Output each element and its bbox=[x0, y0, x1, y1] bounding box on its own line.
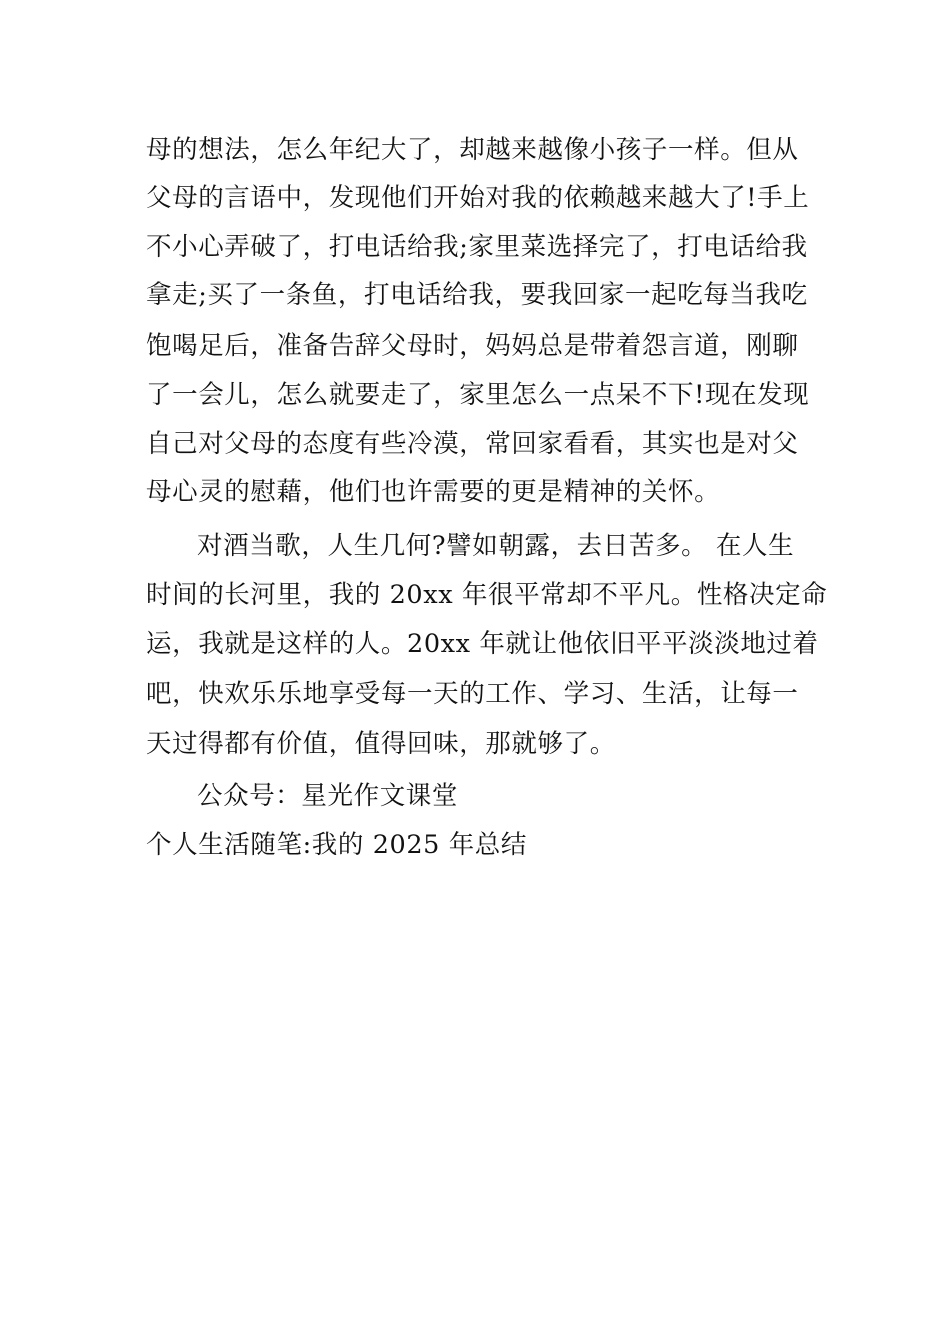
text-line: 母的想法，怎么年纪大了，却越来越像小孩子一样。但从 bbox=[146, 135, 799, 165]
text-line: 不小心弄破了，打电话给我;家里菜选择完了，打电话给我 bbox=[146, 232, 808, 262]
text-line: 对酒当歌，人生几何?譬如朝露，去日苦多。 在人生 bbox=[197, 531, 795, 561]
text-line: 父母的言语中，发现他们开始对我的依赖越来越大了!手上 bbox=[146, 183, 810, 213]
text-line: 时间的长河里，我的 20xx 年很平常却不平凡。性格决定命 bbox=[146, 580, 828, 610]
text-line: 饱喝足后，准备告辞父母时，妈妈总是带着怨言道，刚聊 bbox=[146, 331, 799, 361]
text-line: 运，我就是这样的人。20xx 年就让他依旧平平淡淡地过着 bbox=[146, 629, 819, 659]
text-line: 吧，快欢乐乐地享受每一天的工作、学习、生活，让每一 bbox=[146, 679, 799, 709]
text-line: 自己对父母的态度有些冷漠，常回家看看，其实也是对父 bbox=[146, 429, 799, 459]
text-line: 母心灵的慰藉，他们也许需要的更是精神的关怀。 bbox=[146, 477, 721, 507]
text-line: 拿走;买了一条鱼，打电话给我，要我回家一起吃每当我吃 bbox=[146, 280, 808, 310]
document-title: 个人生活随笔:我的 2025 年总结 bbox=[146, 830, 527, 860]
footer-note: 公众号：星光作文课堂 bbox=[197, 781, 459, 811]
text-line: 了一会儿，怎么就要走了，家里怎么一点呆不下!现在发现 bbox=[146, 380, 810, 410]
text-line: 天过得都有价值，值得回味，那就够了。 bbox=[146, 729, 616, 759]
